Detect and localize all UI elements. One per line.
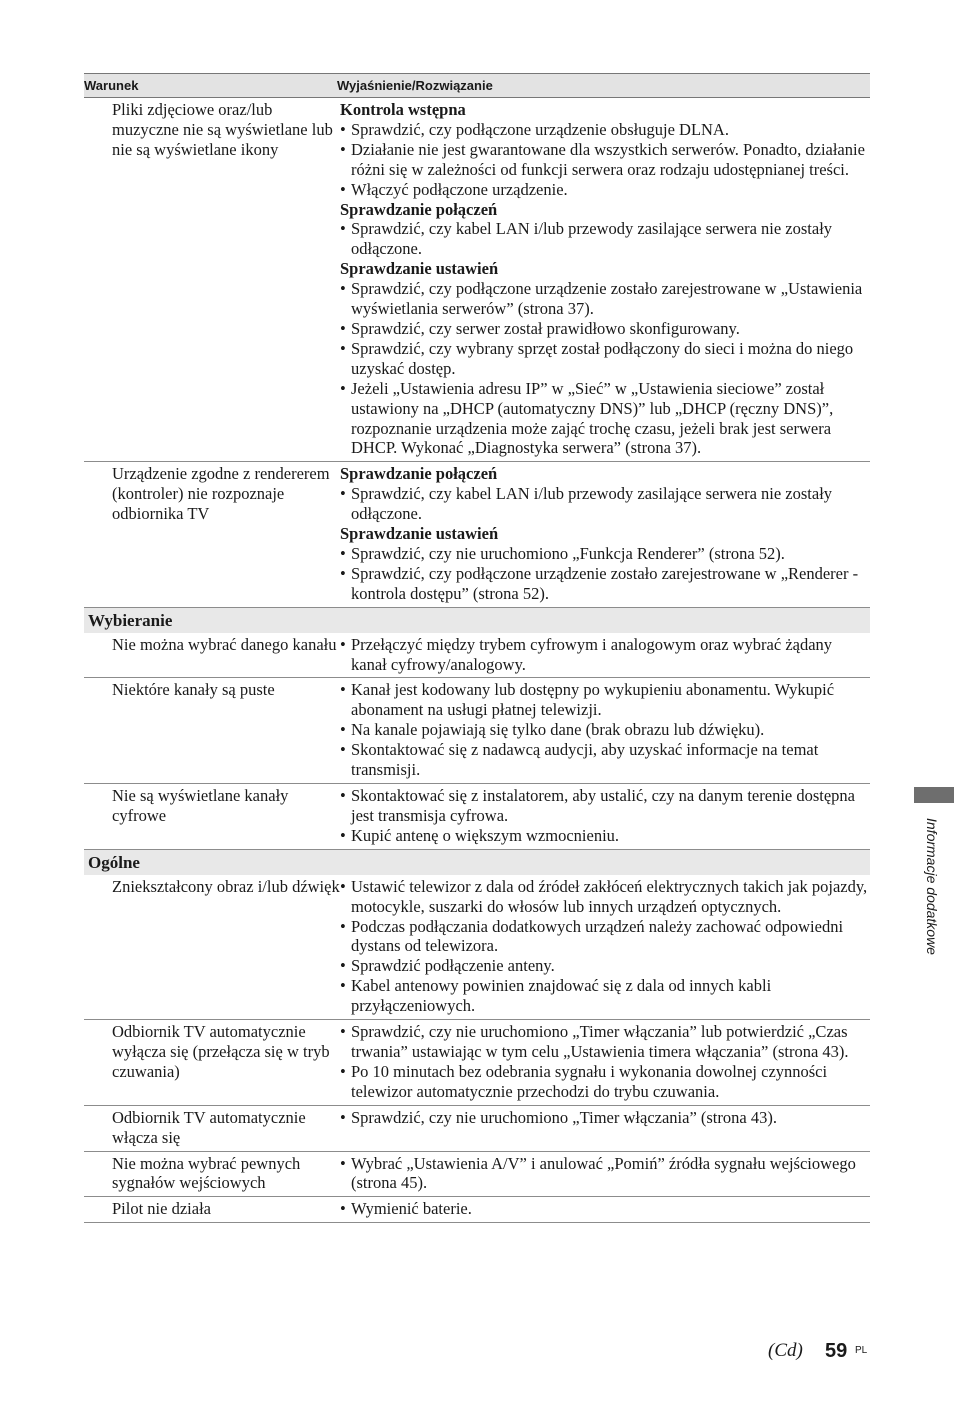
condition-cell: Pliki zdjęciowe oraz/lub muzyczne nie są wyświetlane lub nie są wyświetlane ikony [112, 100, 333, 159]
solution-bullet: • Podczas podłączania dodatkowych urządzeń należy zachować odpowiedni dystans od telewizora. [340, 917, 870, 957]
solution-subheading: Sprawdzanie ustawień [340, 524, 499, 544]
condition-cell: Nie można wybrać danego kanału [112, 634, 337, 654]
header-solution: Wyjaśnienie/Rozwiązanie [337, 78, 493, 93]
condition-cell: Odbiornik TV automatycznie włącza się [112, 1107, 306, 1147]
table-row [84, 875, 870, 1020]
solution-cell [340, 877, 870, 1016]
solution-bullet: • Sprawdzić, czy nie uruchomiono „Timer włączania” lub potwierdzić „Czas trwania” ustawiając w tym celu „Ustawienia timera włączania” (strona 43). [340, 1022, 870, 1062]
section-tab-marker [914, 787, 954, 803]
condition-cell: Nie są wyświetlane kanały cyfrowe [112, 786, 289, 825]
solution-cell [340, 1108, 870, 1148]
solution-bullet: • Sprawdzić podłączenie anteny. [340, 956, 870, 976]
solution-bullet: • Sprawdzić, czy podłączone urządzenie obsługuje DLNA. [340, 120, 870, 140]
section-heading-general: Ogólne [84, 850, 870, 875]
table-row [84, 633, 870, 679]
solution-cell [340, 680, 870, 780]
solution-bullet: • Ustawić telewizor z dala od źródeł zakłóceń elektrycznych takich jak pojazdy, motocykle, suszarki do włosów lub innych urządzeń optycznych. [340, 877, 870, 917]
table-row [84, 678, 870, 784]
solution-bullet: • Sprawdzić, czy nie uruchomiono „Funkcja Renderer” (strona 52). [340, 544, 870, 564]
solution-cell [340, 786, 870, 846]
page-footer [760, 1339, 872, 1365]
solution-bullet: • Sprawdzić, czy wybrany sprzęt został podłączony do sieci i można do niego uzyskać dostęp. [340, 339, 870, 379]
group-tuning [84, 633, 870, 850]
table-row [84, 462, 870, 607]
table-row [84, 1152, 870, 1198]
solution-subheading: Sprawdzanie połączeń [340, 464, 498, 484]
header-condition: Warunek [84, 78, 139, 93]
solution-bullet: • Po 10 minutach bez odebrania sygnału i wykonania dowolnej czynności telewizor automatycznie przechodzi do trybu czuwania. [340, 1062, 870, 1102]
solution-cell [340, 1022, 870, 1102]
condition-cell: Niektóre kanały są puste [112, 680, 275, 700]
continued-marker: (Cd) [768, 1340, 803, 1361]
solution-bullet: • Wybrać „Ustawienia A/V” i anulować „Pomiń” źródła sygnału wejściowego (strona 45). [340, 1154, 870, 1194]
side-section-label [922, 818, 942, 1013]
group-general [84, 875, 870, 1224]
solution-bullet: • Sprawdzić, czy podłączone urządzenie zostało zarejestrowane w „Renderer - kontrola dostępu” (strona 52). [340, 564, 870, 604]
solution-bullet: • Przełączyć między trybem cyfrowym i analogowym oraz wybrać żądany kanał cyfrowy/analogowy. [340, 635, 870, 675]
solution-bullet: • Kupić antenę o większym wzmocnieniu. [340, 826, 870, 846]
condition-cell: Pilot nie działa [112, 1199, 211, 1219]
solution-subheading: Sprawdzanie ustawień [340, 259, 499, 279]
side-section-text: Informacje dodatkowe [924, 818, 940, 955]
solution-bullet: • Skontaktować się z nadawcą audycji, aby uzyskać informacje na temat transmisji. [340, 740, 870, 780]
condition-cell: Zniekształcony obraz i/lub dźwięk [112, 876, 340, 896]
condition-cell: Nie można wybrać pewnych sygnałów wejściowych [112, 1153, 301, 1193]
solution-bullet: • Jeżeli „Ustawienia adresu IP” w „Sieć” w „Ustawienia sieciowe” został ustawiony na „DHCP (automatyczny DNS)” lub „DHCP (ręczny DNS)”, rozpoznanie urządzenia może zająć trochę czasu, jeżeli brak jest serwera DHCP. Wykonać „Diagnostyka serwera” (strona 37). [340, 379, 870, 459]
language-code: PL [855, 1345, 868, 1356]
solution-bullet: • Sprawdzić, czy serwer został prawidłowo skonfigurowany. [340, 319, 870, 339]
section-heading-tuning: Wybieranie [84, 608, 870, 633]
table-row [84, 784, 870, 850]
solution-bullet: • Sprawdzić, czy nie uruchomiono „Timer włączania” (strona 43). [340, 1108, 870, 1128]
table-row [84, 98, 870, 462]
table-row [84, 1197, 870, 1223]
solution-cell [340, 1154, 870, 1194]
solution-cell [340, 635, 870, 675]
solution-subheading: Sprawdzanie połączeń [340, 199, 498, 219]
solution-bullet: • Wymienić baterie. [340, 1199, 870, 1219]
solution-bullet: • Skontaktować się z instalatorem, aby ustalić, czy na danym terenie dostępna jest transmisja cyfrowa. [340, 786, 870, 826]
condition-cell: Urządzenie zgodne z rendererem (kontroler) nie rozpoznaje odbiornika TV [112, 464, 330, 524]
page-number: 59 [825, 1340, 848, 1362]
table-header [84, 73, 870, 98]
solution-bullet: • Sprawdzić, czy kabel LAN i/lub przewody zasilające serwera nie zostały odłączone. [340, 219, 870, 259]
table-row [84, 1106, 870, 1152]
solution-bullet: • Kabel antenowy powinien znajdować się z dala od innych kabli przyłączeniowych. [340, 976, 870, 1016]
troubleshooting-table [84, 73, 870, 1223]
solution-bullet: • Na kanale pojawiają się tylko dane (brak obrazu lub dźwięku). [340, 720, 870, 740]
solution-bullet: • Sprawdzić, czy podłączone urządzenie zostało zarejestrowane w „Ustawienia wyświetlania serwerów” (strona 37). [340, 279, 870, 319]
solution-cell [340, 1199, 870, 1219]
solution-bullet: • Włączyć podłączone urządzenie. [340, 180, 870, 200]
solution-bullet: • Sprawdzić, czy kabel LAN i/lub przewody zasilające serwera nie zostały odłączone. [340, 484, 870, 524]
solution-bullet: • Działanie nie jest gwarantowane dla wszystkich serwerów. Ponadto, działanie różni się w zależności od funkcji serwera oraz rodzaju udostępnianej treści. [340, 140, 870, 180]
solution-bullet: • Kanał jest kodowany lub dostępny po wykupieniu abonamentu. Wykupić abonament na usługi płatnej telewizji. [340, 680, 870, 720]
solution-cell [340, 464, 870, 603]
group-network [84, 98, 870, 608]
condition-cell: Odbiornik TV automatycznie wyłącza się (przełącza się w tryb czuwania) [112, 1022, 330, 1081]
solution-subheading: Kontrola wstępna [340, 100, 466, 119]
table-row [84, 1020, 870, 1106]
solution-cell [340, 100, 870, 458]
